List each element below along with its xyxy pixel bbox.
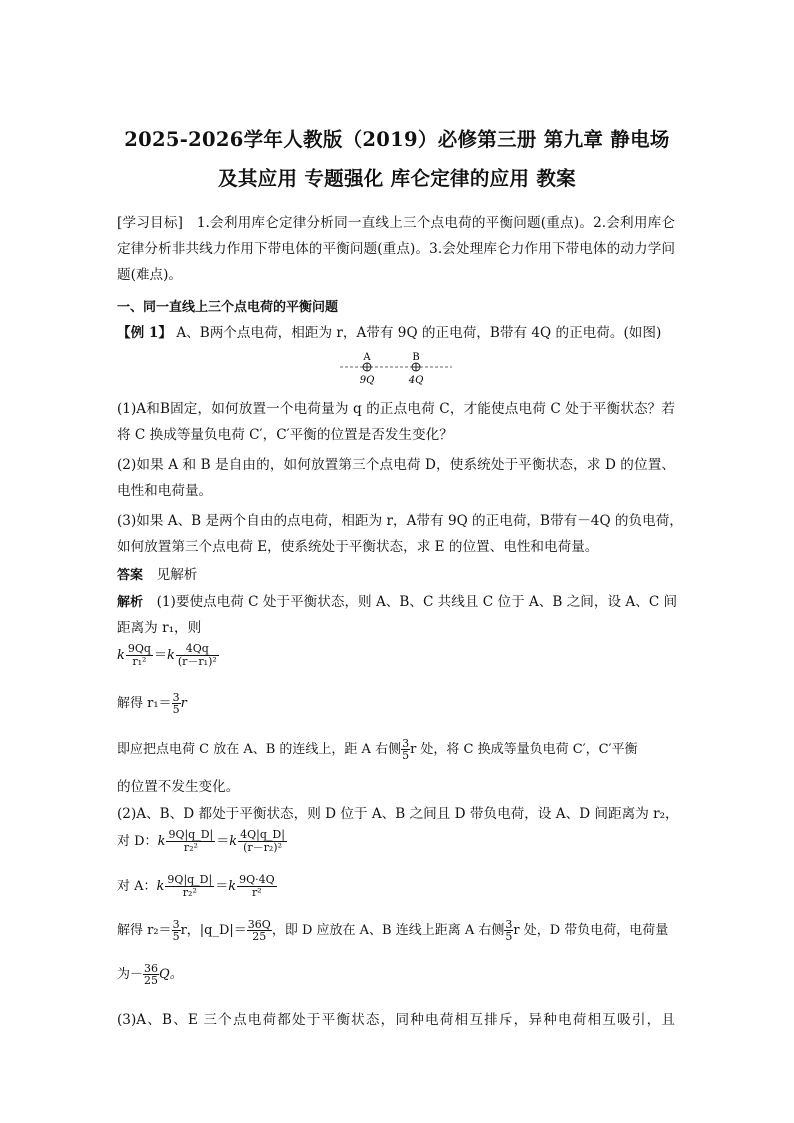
analysis-p1-line-2: 距离为 r₁，则 bbox=[117, 620, 202, 636]
objectives-label: [学习目标] bbox=[117, 215, 183, 231]
question-3-line-1: (3)如果 A、B 是两个自由的点电荷，相距为 r，A带有 9Q 的正电荷，B带有－4Q 的负电荷， bbox=[117, 513, 683, 529]
question-2-line-2: 电性和电荷量。 bbox=[117, 483, 213, 499]
objectives-line-3: 题(难点)。 bbox=[117, 267, 182, 283]
equation-d: 对 D：k $\frac{9Q|q\_D|}{\text{r₂²}}$ ＝k $\frac{4Q|q\_D|}{\text{(r－r₂)²}}$ bbox=[117, 828, 285, 854]
charge-a-name: A bbox=[363, 352, 371, 363]
charge-b-value: 4Q bbox=[408, 375, 424, 386]
section-heading: 一、同一直线上三个点电荷的平衡问题 bbox=[117, 300, 339, 315]
analysis-label: 解析 bbox=[117, 595, 144, 610]
question-1-line-1: (1)A和B固定，如何放置一个电荷量为 q 的正点电荷 C，才能使点电荷 C 处于平衡状态？若 bbox=[117, 401, 675, 417]
equation-1: k $\frac{9Qq}{\text{r₁²}}$ ＝k $\frac{4Qq}{\text{(r－r₁)²}}$ bbox=[117, 642, 217, 668]
objectives-line-1: [学习目标] 1.会利用库仑定律分析同一直线上三个点电荷的平衡问题(重点)。2.会利用库仑 bbox=[117, 215, 675, 231]
solve-1: 解得 r₁＝ $\frac{3}{5}$ r bbox=[117, 691, 187, 716]
objectives-line-2: 定律分析非共线力作用下带电体的平衡问题(重点)。3.会处理库仑力作用下带电体的动力学问 bbox=[117, 241, 675, 257]
question-2-line-1: (2)如果 A 和 B 是自由的，如何放置第三个点电荷 D，使系统处于平衡状态，求 D 的位置、 bbox=[117, 457, 675, 473]
analysis-p3-line-1: (3)A、B、E 三个点电荷都处于平衡状态，同种电荷相互排斥，异种电荷相互吸引，且 bbox=[117, 1012, 675, 1028]
answer-label: 答案 bbox=[117, 568, 144, 583]
question-1-line-2: 将 C 换成等量负电荷 C′，C′平衡的位置是否发生变化？ bbox=[117, 427, 453, 443]
answer-line: 答案 见解析 bbox=[117, 567, 198, 583]
equation-a: 对 A：k $\frac{9Q|q\_D|}{\text{r₂²}}$ ＝k $\frac{9Q\cdot 4Q}{\text{r²}}$ bbox=[117, 873, 275, 899]
charge-b-name: B bbox=[412, 352, 420, 363]
example1-stem: 【例 1】 A、B两个点电荷，相距为 r，A带有 9Q 的正电荷，B带有 4Q 的正电荷。(如图) bbox=[117, 325, 662, 341]
charges-figure bbox=[340, 350, 452, 386]
analysis-p1-conclusion-line-1: 即应把点电荷 C 放在 A、B 的连线上，距 A 右侧 $\frac{3}{5}$ r 处，将 C 换成等量负电荷 C′，C′平衡 bbox=[117, 737, 638, 762]
solve-2-line-1: 解得 r₂＝ $\frac{3}{5}$ r，|q_D|＝ $\frac{36Q}{25}$ ，即 D 应放在 A、B 连线上距离 A 右侧 $\frac{3}{5}$ r 处，D 带负电荷，电荷量 bbox=[117, 918, 669, 943]
charge-a-value: 9Q bbox=[359, 375, 375, 386]
analysis-p1-conclusion-line-2: 的位置不发生变化。 bbox=[117, 779, 240, 795]
document-title-line-1: 2025-2026学年人教版（2019）必修第三册 第九章 静电场 bbox=[124, 128, 670, 151]
analysis-p2-line-1: (2)A、B、D 都处于平衡状态，则 D 位于 A、B 之间且 D 带负电荷，设 A、D 间距离为 r₂， bbox=[117, 806, 679, 822]
example1-label: 【例 1】 bbox=[117, 325, 172, 341]
document-title-line-2: 及其应用 专题强化 库仑定律的应用 教案 bbox=[218, 167, 576, 190]
analysis-p1-line-1: 解析 (1)要使点电荷 C 处于平衡状态，则 A、B、C 共线且 C 位于 A、B 之间，设 A、C 间 bbox=[117, 594, 678, 610]
solve-2-line-2: 为－ $\frac{36}{25}$ Q。 bbox=[117, 962, 183, 987]
question-3-line-2: 如何放置第三个点电荷 E，使系统处于平衡状态，求 E 的位置、电性和电荷量。 bbox=[117, 539, 599, 555]
